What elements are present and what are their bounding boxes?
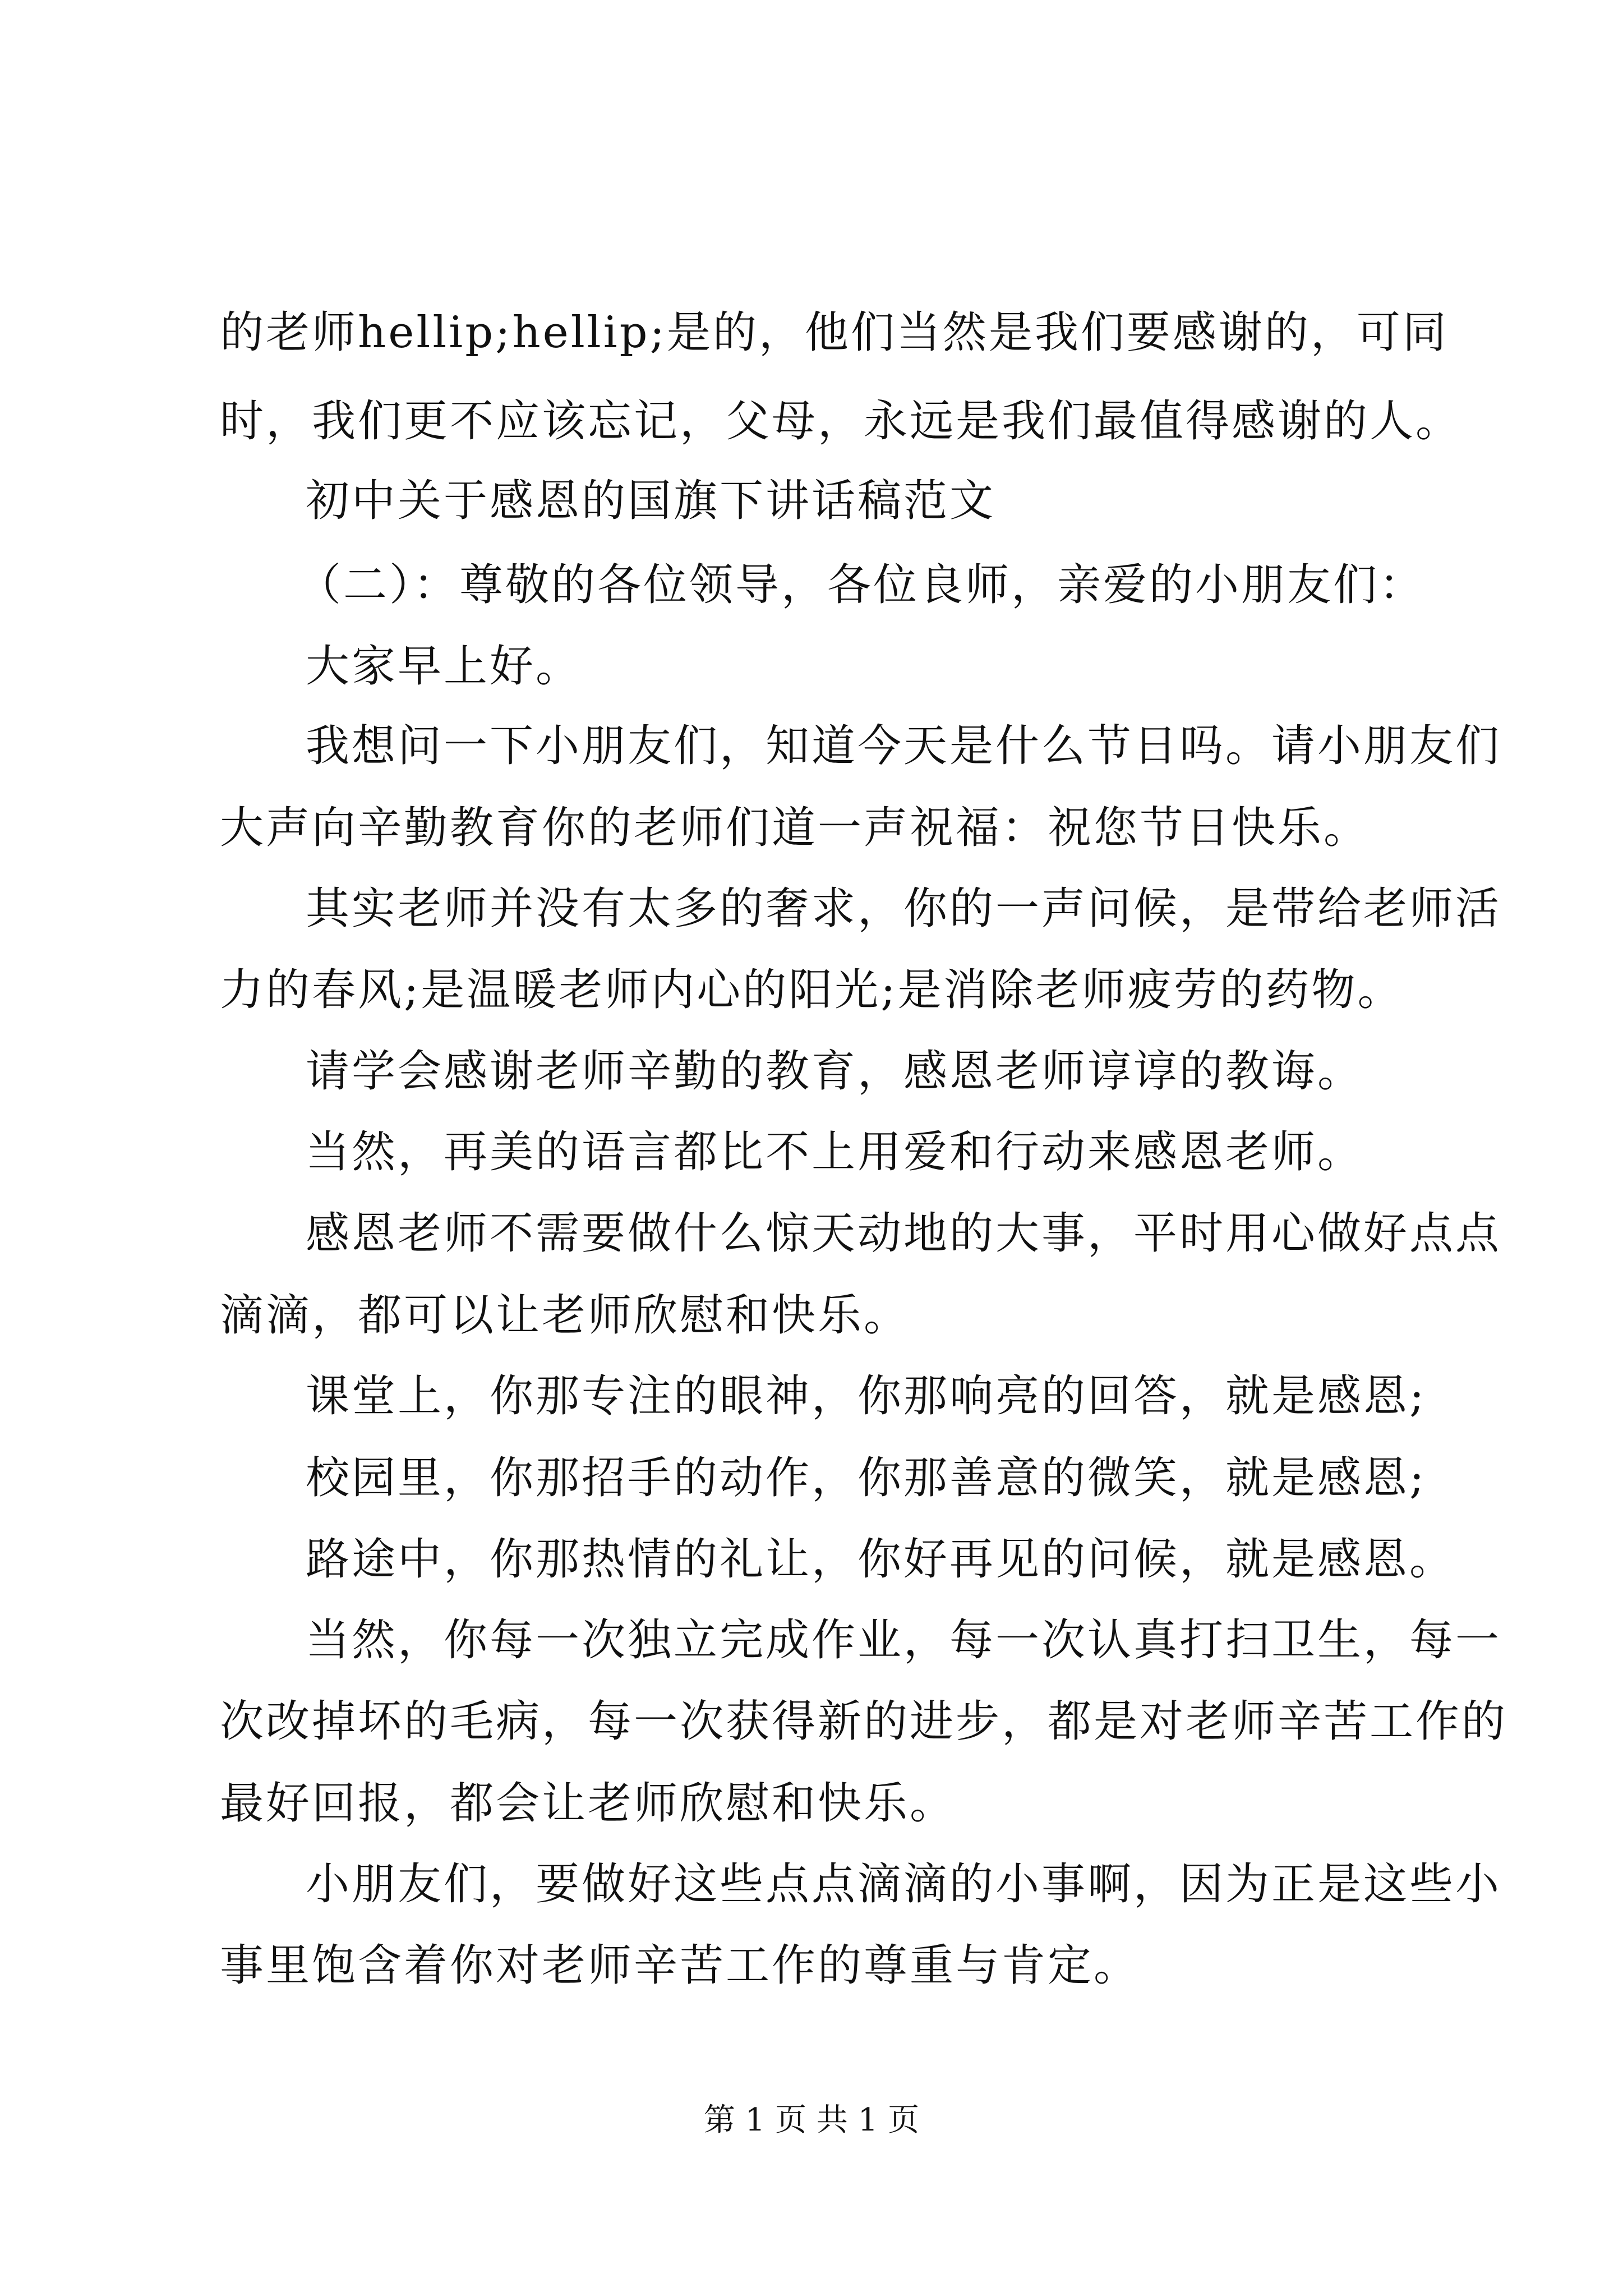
text-line: 力的春风;是温暖老师内心的阳光;是消除老师疲劳的药物。 — [220, 965, 1404, 1015]
text-line: 大声向辛勤教育你的老师们道一声祝福：祝您节日快乐。 — [220, 803, 1370, 853]
text-line: 请学会感谢老师辛勤的教育，感恩老师谆谆的教诲。 — [306, 1046, 1364, 1097]
text-line: 校园里，你那招手的动作，你那善意的微笑，就是感恩; — [306, 1453, 1427, 1503]
text-line: 当然，再美的语言都比不上用爱和行动来感恩老师。 — [306, 1127, 1364, 1177]
text-line: 当然，你每一次独立完成作业，每一次认真打扫卫生，每一 — [306, 1615, 1502, 1665]
section-title: 初中关于感恩的国旗下讲话稿范文 — [306, 476, 996, 526]
text-line: 我想问一下小朋友们，知道今天是什么节日吗。请小朋友们 — [306, 721, 1502, 771]
text-line: 小朋友们，要做好这些点点滴滴的小事啊，因为正是这些小 — [306, 1859, 1502, 1910]
text-line: 的老师hellip;hellip;是的，他们当然是我们要感谢的，可同 — [220, 307, 1449, 358]
text-line: 最好回报，都会让老师欣慰和快乐。 — [220, 1778, 956, 1829]
text-line: 其实老师并没有太多的奢求，你的一声问候，是带给老师活 — [306, 884, 1502, 934]
text-line: 事里饱含着你对老师辛苦工作的尊重与肯定。 — [220, 1940, 1140, 1991]
text-line: 滴滴，都可以让老师欣慰和快乐。 — [220, 1290, 910, 1341]
text-line: 课堂上，你那专注的眼神，你那响亮的回答，就是感恩; — [306, 1371, 1427, 1421]
text-line: 感恩老师不需要做什么惊天动地的大事，平时用心做好点点 — [306, 1208, 1502, 1259]
text-line: 次改掉坏的毛病，每一次获得新的进步，都是对老师辛苦工作的 — [220, 1696, 1508, 1747]
text-line: （二）：尊敬的各位领导，各位良师，亲爱的小朋友们： — [297, 560, 1426, 610]
text-line: 路途中，你那热情的礼让，你好再见的问候，就是感恩。 — [306, 1534, 1456, 1585]
text-line: 大家早上好。 — [306, 641, 582, 692]
page-footer: 第 1 页 共 1 页 — [703, 2102, 920, 2138]
text-line: 时，我们更不应该忘记，父母，永远是我们最值得感谢的人。 — [220, 396, 1462, 447]
